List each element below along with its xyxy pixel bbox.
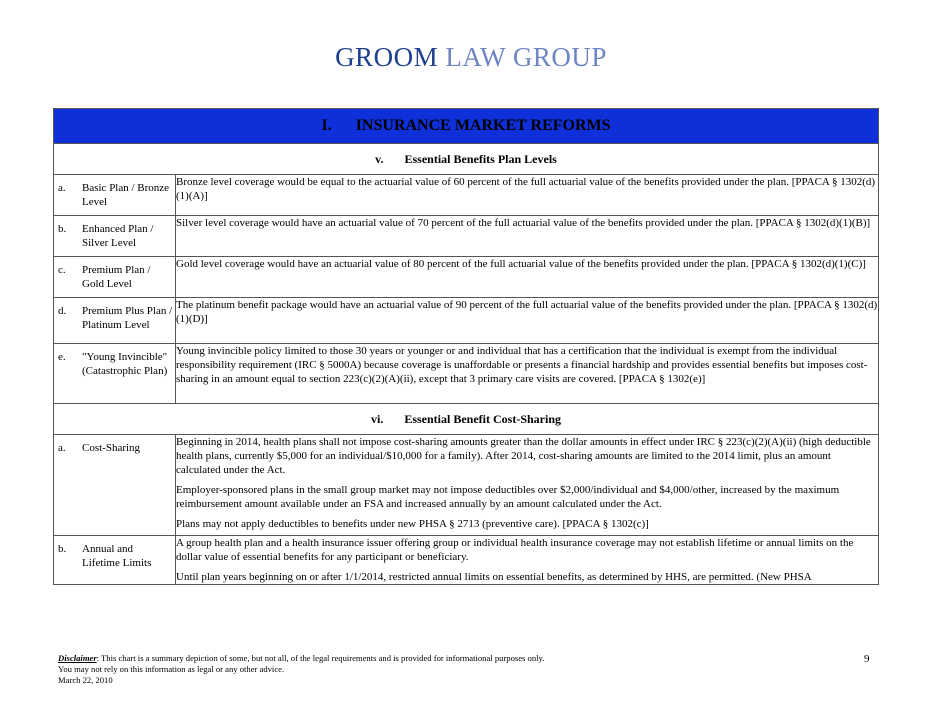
table-row xyxy=(54,344,879,404)
row-letter: b. xyxy=(58,543,67,555)
row-description xyxy=(176,344,879,404)
page-number: 9 xyxy=(864,653,870,665)
subsection-title: Essential Benefit Cost-Sharing xyxy=(404,412,562,426)
footer-date: March 22, 2010 xyxy=(58,675,113,685)
description-text: The platinum benefit package would have an actuarial value of 90 percent of the full actuarial value of the benefits provided under the plan. [PPACA § 1302(d)(1)(D)] xyxy=(176,299,878,325)
subsection-title: Essential Benefits Plan Levels xyxy=(404,152,557,166)
row-label-cell xyxy=(54,175,176,216)
table-row xyxy=(54,257,879,298)
reforms-table xyxy=(53,108,879,585)
disclaimer-text: : This chart is a summary depiction of some, but not all, of the legal requirements and is provided for informational purposes only. xyxy=(96,653,545,663)
row-description xyxy=(176,536,879,585)
table-row xyxy=(54,536,879,585)
subsection-header xyxy=(54,144,879,175)
subsection-numeral: vi. xyxy=(370,412,384,426)
logo-part1: GROOM xyxy=(335,42,439,72)
row-letter: e. xyxy=(58,351,66,363)
description-text: Young invincible policy limited to those 30 years or younger or and individual that has a certification that the individual is exempt from the individual responsibility requirement (IRC § 5000A) because coverage is unaffordable or presents a financial hardship and provides essential benefits but imposes cost-sharing in an amount equal to section 223(c)(2)(A)(ii), except that 3 primary care visits are covered. [PPACA § 1302(e)] xyxy=(176,345,868,385)
disclaimer-label: Disclaimer xyxy=(58,653,97,663)
section-header-row xyxy=(54,109,879,144)
description-text: Gold level coverage would have an actuarial value of 80 percent of the full actuarial value of the benefits provided under the plan. [PPACA § 1302(d)(1)(C)] xyxy=(176,258,866,270)
row-description xyxy=(176,175,879,216)
row-letter: d. xyxy=(58,305,67,317)
row-label: Cost-Sharing xyxy=(82,442,141,454)
row-description xyxy=(176,216,879,257)
row-label: "Young Invincible" (Catastrophic Plan) xyxy=(82,351,168,377)
section-numeral: I. xyxy=(321,117,332,134)
subsection-numeral: v. xyxy=(375,152,384,166)
subsection-header xyxy=(54,404,879,435)
row-label-cell xyxy=(54,344,176,404)
section-header xyxy=(54,109,879,144)
row-label-cell xyxy=(54,536,176,585)
row-description xyxy=(176,257,879,298)
row-description xyxy=(176,435,879,536)
row-label: Basic Plan / Bronze Level xyxy=(82,182,170,208)
row-letter: a. xyxy=(58,182,66,194)
logo-part2: LAW GROUP xyxy=(445,42,607,72)
description-text: A group health plan and a health insurance issuer offering group or individual health insurance coverage may not establish lifetime or annual limits on the dollar value of essential benefits for any participant or beneficiary. xyxy=(176,537,854,563)
subsection-header-row xyxy=(54,404,879,435)
groom-law-group-logo xyxy=(0,42,942,73)
table-row xyxy=(54,435,879,536)
row-label: Premium Plus Plan / Platinum Level xyxy=(82,305,173,331)
disclaimer-line xyxy=(58,653,818,664)
table-row xyxy=(54,216,879,257)
description-text: Beginning in 2014, health plans shall not impose cost-sharing amounts greater than the dollar amounts in effect under IRC § 223(c)(2)(A)(ii) (high deductible health plans, currently $5,000 for an individual/$10,000 for a family). After 2014, cost-sharing amounts are limited to the 2014 limit, plus an amount calculated under the Act. xyxy=(176,436,871,476)
row-description xyxy=(176,298,879,344)
table-row xyxy=(54,175,879,216)
row-letter: a. xyxy=(58,442,66,454)
row-letter: b. xyxy=(58,223,67,235)
description-text: Employer-sponsored plans in the small group market may not impose deductibles over $2,000/individual and $4,000/other, increased by the maximum reimbursement amount available under an FSA and increased annually by an amount calculated under the Act. xyxy=(176,484,840,510)
row-letter: c. xyxy=(58,264,66,276)
row-label-cell xyxy=(54,257,176,298)
row-label-cell xyxy=(54,435,176,536)
description-text: Bronze level coverage would be equal to the actuarial value of 60 percent of the full actuarial value of the benefits provided under the plan. [PPACA § 1302(d)(1)(A)] xyxy=(176,176,876,202)
description-text: Until plan years beginning on or after 1/1/2014, restricted annual limits on essential benefits, as determined by HHS, are permitted. (New PHSA xyxy=(176,571,812,583)
row-label-cell xyxy=(54,298,176,344)
description-text: Plans may not apply deductibles to benefits under new PHSA § 2713 (preventive care). [PPACA § 1302(c)] xyxy=(176,518,649,530)
description-text: Silver level coverage would have an actuarial value of 70 percent of the full actuarial value of the benefits provided under the plan. [PPACA § 1302(d)(1)(B)] xyxy=(176,217,871,229)
subsection-header-row xyxy=(54,144,879,175)
table-row xyxy=(54,298,879,344)
section-title: INSURANCE MARKET REFORMS xyxy=(355,117,611,134)
row-label: Premium Plan / Gold Level xyxy=(82,264,151,290)
row-label: Annual and Lifetime Limits xyxy=(82,543,152,569)
row-label-cell xyxy=(54,216,176,257)
disclaimer-line-2: You may not rely on this information as legal or any other advice. xyxy=(58,664,285,674)
footer-disclaimer xyxy=(58,653,818,686)
row-label: Enhanced Plan / Silver Level xyxy=(82,223,154,249)
